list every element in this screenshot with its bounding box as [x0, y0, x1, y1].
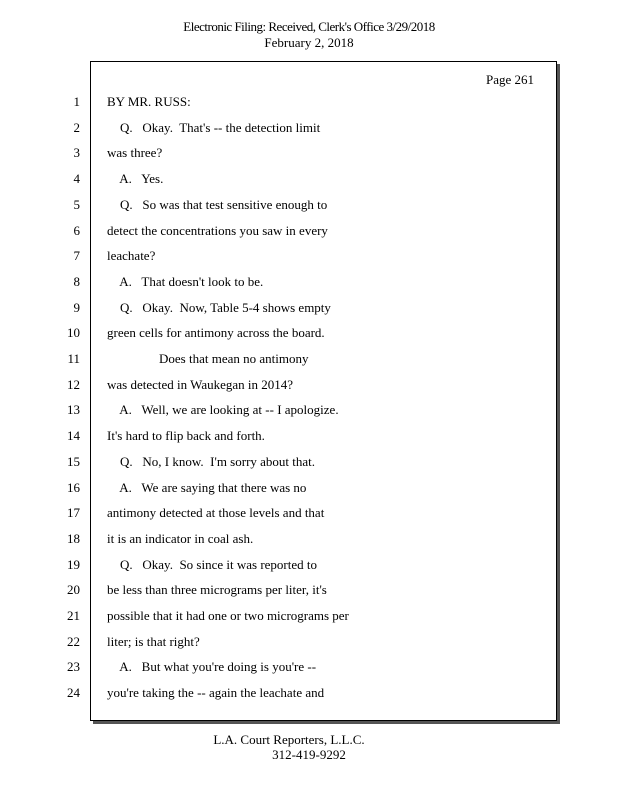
line-number: 1 [73, 94, 80, 109]
transcript-line: detect the concentrations you saw in every [107, 223, 328, 238]
line-number: 13 [67, 402, 80, 417]
line-number: 15 [67, 454, 80, 469]
transcript-line: Does that mean no antimony [107, 351, 309, 366]
line-number: 14 [67, 428, 80, 443]
transcript-line: It's hard to flip back and forth. [107, 428, 265, 443]
transcript-line: BY MR. RUSS: [107, 94, 191, 109]
line-number: 6 [73, 223, 80, 238]
filing-stamp: Electronic Filing: Received, Clerk's Office 3/29/2018 [183, 19, 435, 34]
transcript-line: A. Well, we are looking at -- I apologize. [107, 402, 339, 417]
transcript-line: liter; is that right? [107, 634, 200, 649]
transcript-line: A. But what you're doing is you're -- [107, 659, 317, 674]
transcript-line: A. That doesn't look to be. [107, 274, 264, 289]
line-number: 23 [67, 659, 80, 674]
line-number: 12 [67, 377, 80, 392]
line-number: 16 [67, 480, 80, 495]
line-number: 2 [73, 120, 80, 135]
line-number: 4 [73, 171, 80, 186]
line-number: 11 [67, 351, 80, 366]
line-number: 7 [73, 248, 80, 263]
transcript-date: February 2, 2018 [264, 35, 354, 50]
reporter-company: L.A. Court Reporters, L.L.C. [213, 732, 365, 747]
transcript-line: be less than three micrograms per liter, it's [107, 582, 327, 597]
line-number: 9 [73, 300, 80, 315]
transcript-line: Q. Okay. That's -- the detection limit [107, 120, 321, 135]
transcript-line: A. We are saying that there was no [107, 480, 307, 495]
line-number: 24 [67, 685, 80, 700]
transcript-line: you're taking the -- again the leachate and [107, 685, 325, 700]
line-number: 18 [67, 531, 80, 546]
transcript-line: Q. Okay. Now, Table 5-4 shows empty [107, 300, 331, 315]
transcript-line: Q. Okay. So since it was reported to [107, 557, 318, 572]
transcript-line: was three? [107, 145, 163, 160]
line-number: 3 [73, 145, 80, 160]
transcript-line: Q. No, I know. I'm sorry about that. [107, 454, 316, 469]
line-number: 5 [73, 197, 80, 212]
transcript-line: leachate? [107, 248, 156, 263]
transcript-line: A. Yes. [107, 171, 164, 186]
transcript-line: possible that it had one or two micrograms per [107, 608, 349, 623]
line-number: 19 [67, 557, 80, 572]
line-number: 10 [67, 325, 80, 340]
line-number: 17 [67, 505, 80, 520]
transcript-line: green cells for antimony across the board. [107, 325, 325, 340]
page-number: Page 261 [485, 72, 534, 87]
transcript-line: was detected in Waukegan in 2014? [107, 377, 294, 392]
transcript-line: it is an indicator in coal ash. [107, 531, 254, 546]
line-number: 8 [73, 274, 80, 289]
transcript-line: antimony detected at those levels and that [107, 505, 325, 520]
transcript-line: Q. So was that test sensitive enough to [107, 197, 328, 212]
line-number: 20 [67, 582, 80, 597]
line-number: 21 [67, 608, 80, 623]
reporter-phone: 312-419-9292 [272, 747, 346, 762]
line-number: 22 [67, 634, 80, 649]
